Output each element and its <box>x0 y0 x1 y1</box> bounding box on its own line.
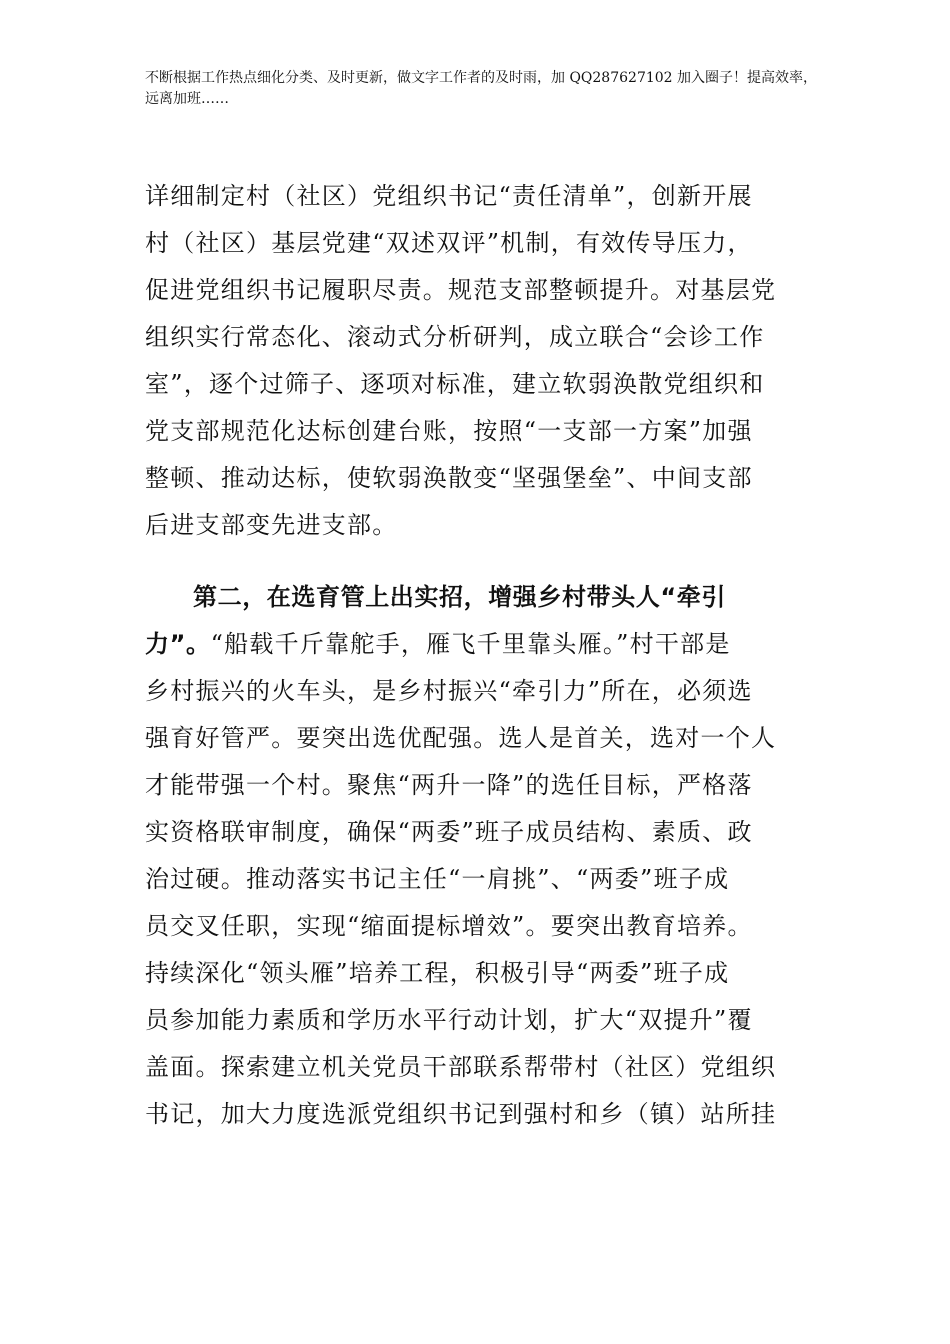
paragraph-2-line-rest: “船载千斤靠舵手，雁飞千里靠头雁。”村干部是 <box>210 630 731 658</box>
section-heading-end: 力”。 <box>145 630 211 658</box>
paragraph-2-line: 书记，加大力度选派党组织书记到强村和乡（镇）站所挂 <box>145 1100 777 1128</box>
paragraph-2-line: 盖面。探索建立机关党员干部联系帮带村（社区）党组织 <box>145 1053 777 1081</box>
section-heading: 第二，在选育管上出实招，增强乡村带头人“牵引 <box>193 583 726 611</box>
paragraph-1-line: 促进党组织书记履职尽责。规范支部整顿提升。对基层党 <box>145 276 777 304</box>
paragraph-gap <box>145 549 805 574</box>
header-note <box>145 68 825 110</box>
paragraph-2-line: 才能带强一个村。聚焦“两升一降”的选任目标，严格落 <box>145 771 753 799</box>
paragraph-1-line: 后进支部变先进支部。 <box>145 511 398 539</box>
paragraph-2-line <box>145 621 805 668</box>
paragraph-1-line: 组织实行常态化、滚动式分析研判，成立联合“会诊工作 <box>145 323 765 351</box>
paragraph-2-line: 员参加能力素质和学历水平行动计划，扩大“双提升”覆 <box>145 1006 753 1034</box>
paragraph-1-line: 整顿、推动达标，使软弱涣散变“坚强堡垒”、中间支部 <box>145 464 753 492</box>
paragraph-1-line: 室”，逐个过筛子、逐项对标准，建立软弱涣散党组织和 <box>145 370 765 398</box>
header-note-line-2: 远离加班…… <box>145 91 229 107</box>
paragraph-2-line: 实资格联审制度，确保“两委”班子成员结构、素质、政 <box>145 818 753 846</box>
paragraph-2-line: 乡村振兴的火车头，是乡村振兴“牵引力”所在，必须选 <box>145 677 753 705</box>
paragraph-2-line: 强育好管严。要突出选优配强。选人是首关，选对一个人 <box>145 724 777 752</box>
paragraph-1-line: 党支部规范化达标创建台账，按照“一支部一方案”加强 <box>145 417 753 445</box>
paragraph-1-line: 村（社区）基层党建“双述双评”机制，有效传导压力， <box>145 229 753 257</box>
paragraph-2-line: 员交叉任职，实现“缩面提标增效”。要突出教育培养。 <box>145 912 753 940</box>
header-note-line-1: 不断根据工作热点细化分类、及时更新，做文字工作者的及时雨，加 QQ287627102 加入圈子！提高效率， <box>145 70 818 86</box>
paragraph-2-line: 持续深化“领头雁”培养工程，积极引导“两委”班子成 <box>145 959 730 987</box>
paragraph-2-line: 治过硬。推动落实书记主任“一肩挑”、“两委”班子成 <box>145 865 730 893</box>
body-text <box>145 173 805 1138</box>
paragraph-1-line: 详细制定村（社区）党组织书记“责任清单”，创新开展 <box>145 182 753 210</box>
